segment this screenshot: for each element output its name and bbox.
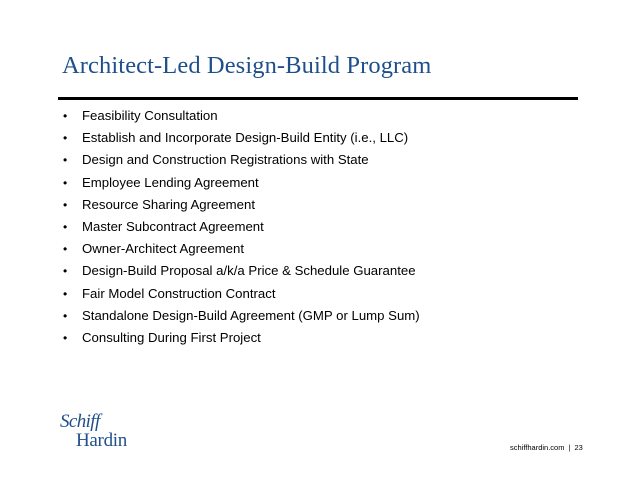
bullet-icon: •	[63, 109, 68, 123]
logo-line-schiff: Schiff	[60, 411, 100, 432]
bullet-list	[63, 108, 420, 352]
footer-separator: |	[568, 443, 571, 452]
bullet-text: Standalone Design-Build Agreement (GMP or Lump Sum)	[82, 307, 420, 323]
list-item	[63, 330, 420, 352]
list-item	[63, 263, 420, 285]
title-divider	[58, 97, 578, 100]
bullet-icon: •	[63, 264, 68, 279]
bullet-icon: •	[63, 131, 68, 146]
bullet-icon: •	[63, 242, 68, 257]
bullet-icon: •	[63, 308, 68, 323]
bullet-icon: •	[63, 330, 68, 345]
bullet-text: Establish and Incorporate Design-Build Entity (i.e., LLC)	[82, 130, 409, 146]
bullet-text: Owner-Architect Agreement	[82, 241, 244, 257]
bullet-text: Employee Lending Agreement	[82, 174, 259, 190]
footer	[510, 443, 583, 452]
bullet-text: Fair Model Construction Contract	[82, 285, 276, 301]
list-item	[63, 286, 420, 308]
list-item	[63, 130, 420, 152]
bullet-text: Consulting During First Project	[82, 329, 261, 345]
bullet-icon: •	[63, 153, 68, 168]
slide-title: Architect-Led Design-Build Program	[62, 52, 432, 79]
page-number: 23	[574, 443, 583, 452]
list-item	[63, 308, 420, 330]
list-item	[63, 152, 420, 174]
list-item	[63, 241, 420, 263]
footer-site: schiffhardin.com	[510, 443, 565, 452]
bullet-icon: •	[63, 219, 68, 234]
list-item	[63, 175, 420, 197]
bullet-icon: •	[63, 197, 68, 212]
list-item	[63, 108, 420, 130]
bullet-text: Design and Construction Registrations with State	[82, 152, 369, 168]
bullet-text: Design-Build Proposal a/k/a Price & Schedule Guarantee	[82, 263, 416, 279]
bullet-text: Master Subcontract Agreement	[82, 218, 264, 234]
bullet-icon: •	[63, 175, 68, 190]
schiff-hardin-logo	[60, 412, 127, 450]
logo-line-hardin: Hardin	[76, 430, 127, 451]
bullet-icon: •	[63, 286, 68, 301]
bullet-text: Resource Sharing Agreement	[82, 196, 256, 212]
list-item	[63, 197, 420, 219]
bullet-text: Feasibility Consultation	[82, 108, 218, 123]
list-item	[63, 219, 420, 241]
